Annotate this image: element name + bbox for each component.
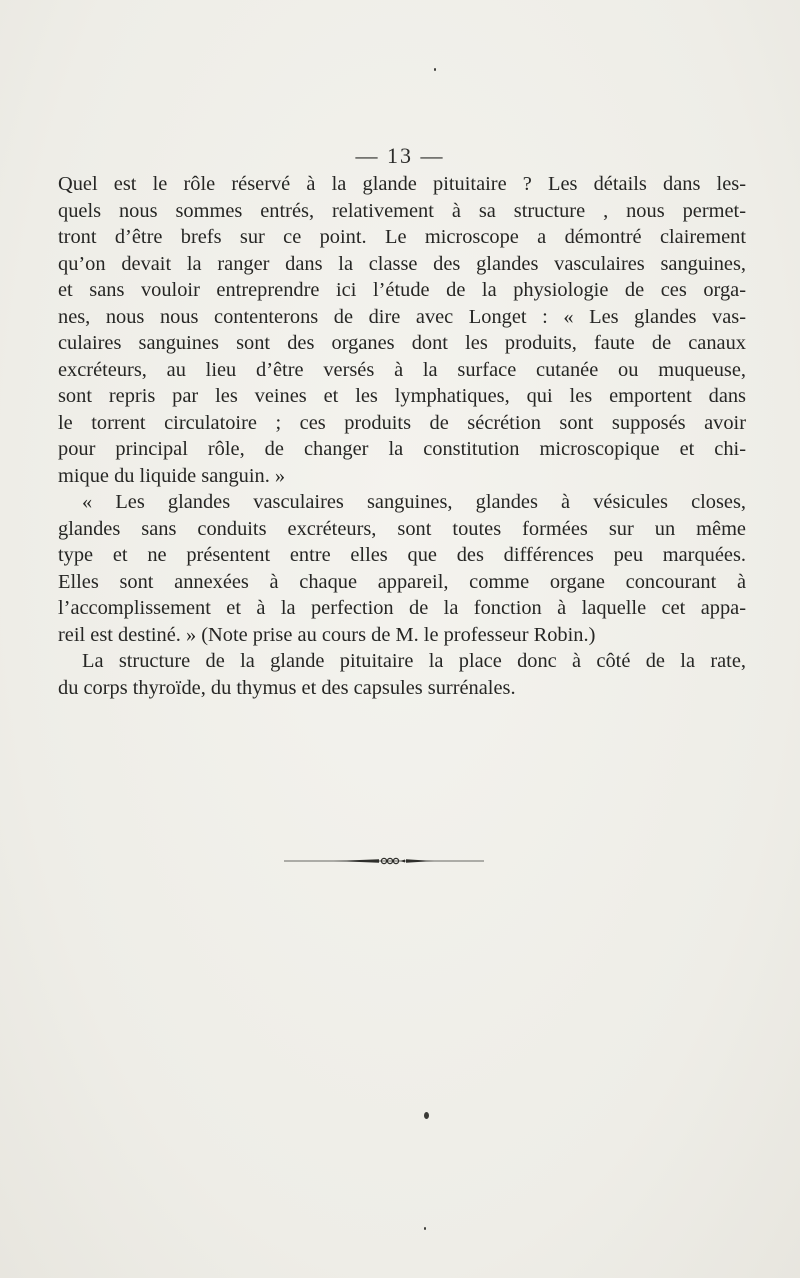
ink-speck — [424, 1227, 426, 1230]
text-line: du corps thyroïde, du thymus et des capsules surrénales. — [58, 676, 516, 699]
ink-speck — [424, 1112, 429, 1119]
text-line: mique du liquide sanguin. » — [58, 464, 286, 487]
text-line: pour principal rôle, de changer la constitution microscopique et chi- — [58, 438, 746, 460]
text-line: le torrent circulatoire ; ces produits de sécrétion sont supposés avoir — [58, 411, 746, 434]
text-line: Quel est le rôle réservé à la glande pituitaire ? Les détails dans les- — [58, 173, 746, 195]
text-line: « Les glandes vasculaires sanguines, glandes à vésicules closes, — [82, 491, 746, 513]
text-line: excréteurs, au lieu d’être versés à la surface cutanée ou muqueuse, — [58, 358, 746, 381]
text-line: tront d’être brefs sur ce point. Le microscope a démontré clairement — [58, 226, 746, 248]
text-line: qu’on devait la ranger dans la classe des glandes vasculaires sanguines, — [58, 252, 746, 275]
text-line: Elles sont annexées à chaque appareil, comme organe concourant à — [58, 570, 746, 593]
text-line: et sans vouloir entreprendre ici l’étude de la physiologie de ces orga- — [58, 279, 746, 301]
body-text — [58, 171, 746, 701]
ink-speck — [434, 68, 436, 71]
text-line: glandes sans conduits excréteurs, sont toutes formées sur un même — [58, 517, 746, 540]
text-line: reil est destiné. » (Note prise au cours de M. le professeur Robin.) — [58, 623, 596, 646]
page-number: — 13 — — [355, 143, 445, 168]
text-line: culaires sanguines sont des organes dont les produits, faute de canaux — [58, 332, 746, 354]
text-line: nes, nous nous contenterons de dire avec Longet : « Les glandes vas- — [58, 305, 746, 328]
text-line: type et ne présentent entre elles que des différences peu marquées. — [58, 544, 746, 566]
text-line: quels nous sommes entrés, relativement à sa structure , nous permet- — [58, 199, 746, 222]
text-line: La structure de la glande pituitaire la place donc à côté de la rate, — [82, 650, 746, 672]
section-divider-ornament — [284, 857, 484, 865]
text-line: l’accomplissement et à la perfection de la fonction à laquelle cet appa- — [58, 597, 746, 619]
text-line: sont repris par les veines et les lymphatiques, qui les emportent dans — [58, 385, 746, 407]
